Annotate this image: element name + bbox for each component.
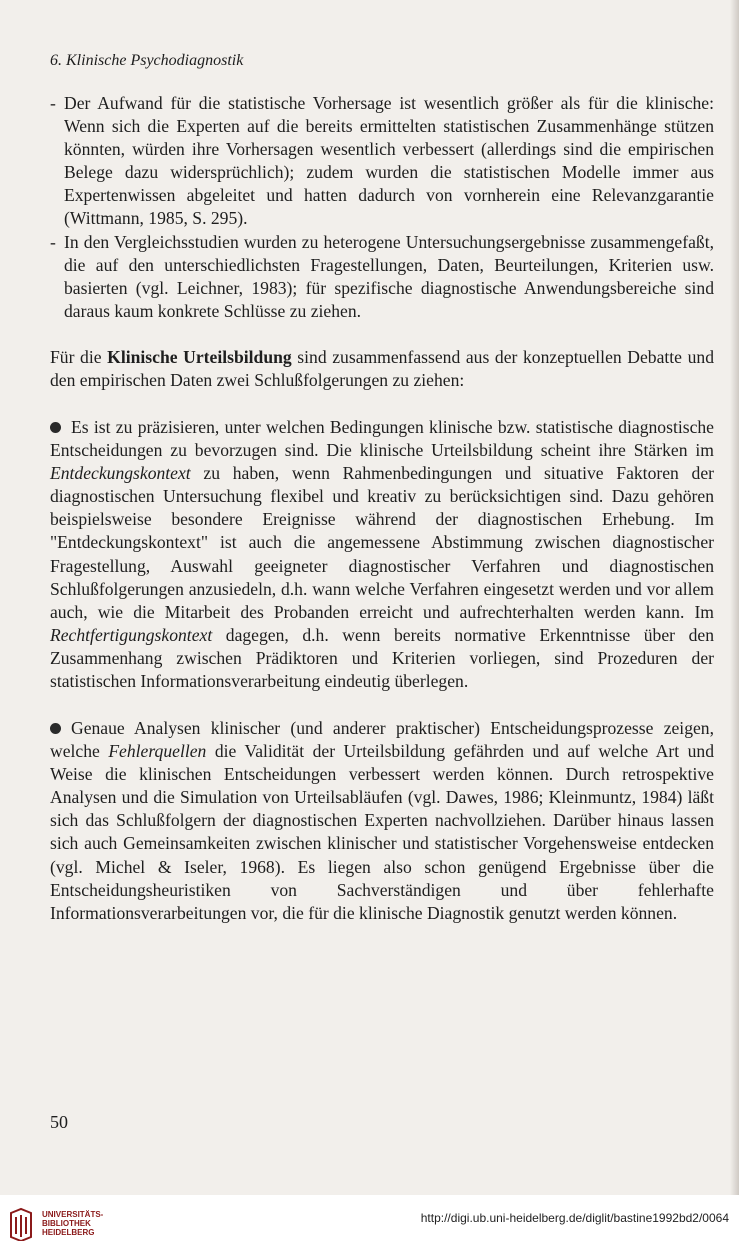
dash-item-1 xyxy=(50,92,714,231)
dash-marker: - xyxy=(50,93,56,113)
bullet-dot-icon xyxy=(50,422,61,433)
point2-italic-term: Fehlerquellen xyxy=(108,741,207,762)
point1-text-b: zu haben, wenn Rahmenbedingungen und situative Faktoren der diagnostischen Untersuchung flexibel und kreativ zu berücksichtigen sind. Dazu gehören beispielsweise besondere Ereignisse während der diagnostischen Erhebung. Im "Entdeckungskontext" ist auch die angemessene Abstimmung zwischen diagnostischer Fragestellung, Auswahl geeigneter diagnostischer Verfahren und diagnostischen Schlußfolgerungen anzusiedeln, d.h. wann welche Verfahren eingesetzt werden und vor allem auch, wie die Mitarbeit des Probanden erreicht und aufrechterhalten werden kann. Im xyxy=(50,463,714,622)
point2-text-a: Genaue Analysen klinischer (und anderer praktischer) Entscheidungsprozesse zeigen, welche xyxy=(50,718,714,762)
source-url-link[interactable]: http://digi.ub.uni-heidelberg.de/diglit/bastine1992bd2/0064 xyxy=(420,1211,729,1225)
library-name xyxy=(42,1210,103,1237)
dash-list xyxy=(50,92,714,323)
dash-item-2 xyxy=(50,231,714,323)
intro-text-start: Für die xyxy=(50,347,108,367)
point1-italic-term-a: Entdeckungskontext xyxy=(50,463,191,484)
library-name-line: HEIDELBERG xyxy=(42,1228,95,1237)
library-logo-icon xyxy=(8,1207,34,1241)
point-1-paragraph xyxy=(50,416,714,693)
intro-bold-term: Klinische Urteilsbildung xyxy=(107,347,292,367)
dash-item-text: Der Aufwand für die statistische Vorhersage ist wesentlich größer als für die klinische: Wenn sich die Experten auf die bereits ermittelten statistischen Zusammenhänge stützen könnten, würden ihre Vorhersagen wesentlich verbessert (allerdings sind die empirischen Belege dazu widersprüchlich); zudem wurden die statistischen Modelle immer aus Expertenwissen abgeleitet und hatten dadurch von vornherein eine Relevanzgarantie (Wittmann, 1985, S. 295). xyxy=(64,93,714,229)
dash-marker: - xyxy=(50,231,56,252)
point1-text-a: Es ist zu präzisieren, unter welchen Bedingungen klinische bzw. statistische diagnostische Entscheidungen zu bevorzugen sind. Die klinische Urteilsbildung scheint ihre Stärken im xyxy=(50,417,714,461)
page-number: 50 xyxy=(50,1112,68,1132)
bullet-dot-icon xyxy=(50,723,61,734)
running-header: 6. Klinische Psychodiagnostik xyxy=(50,52,244,69)
intro-text-end: sind zusammenfassend aus der konzeptuellen Debatte und den empirischen Daten zwei Schlußfolgerungen zu ziehen: xyxy=(50,347,714,391)
digitization-footer xyxy=(0,1195,739,1255)
point-2-paragraph xyxy=(50,717,714,925)
intro-paragraph xyxy=(50,346,714,392)
dash-item-text: In den Vergleichsstudien wurden zu heterogene Untersuchungsergebnisse zusammengefaßt, die auf den unterschiedlichsten Fragestellungen, Daten, Beurteilungen, Kriterien usw. basierten (vgl. Leichner, 1983); für spezifische diagnostische Anwendungsbereiche sind daraus kaum konkrete Schlüsse zu ziehen. xyxy=(64,231,714,321)
library-name-line: BIBLIOTHEK xyxy=(42,1219,91,1228)
point1-text-c: dagegen, d.h. wenn bereits normative Erkenntnisse über den Zusammenhang zwischen Prädiktoren und Kriterien vorliegen, sind Prozeduren der statistischen Informationsverarbeitung eindeutig überlegen. xyxy=(50,624,714,692)
library-name-line: UNIVERSITÄTS- xyxy=(42,1210,104,1219)
point1-italic-term-b: Rechtfertigungskontext xyxy=(50,624,213,645)
page-edge-shadow xyxy=(730,0,739,1195)
point2-text-b: die Validität der Urteilsbildung gefährden und auf welche Art und Weise die klinischen Entscheidungen verbessert werden können. Durch retrospektive Analysen und die Simulation von Urteilsabläufen (vgl. Dawes, 1986; Kleinmuntz, 1984) läßt sich das Schlußfolgern der diagnostischen Experten nachvollziehen. Darüber hinaus lassen sich auch Gemeinsamkeiten zwischen klinischer und statistischer Vorgehensweise entdecken (vgl. Michel & Iseler, 1968). Es liegen also schon genügend Ergebnisse über die Entscheidungsheuristiken von Sachverständigen und über fehlerhafte Informationsverarbeitungen vor, die für die klinische Diagnostik genutzt werden können. xyxy=(50,741,714,923)
